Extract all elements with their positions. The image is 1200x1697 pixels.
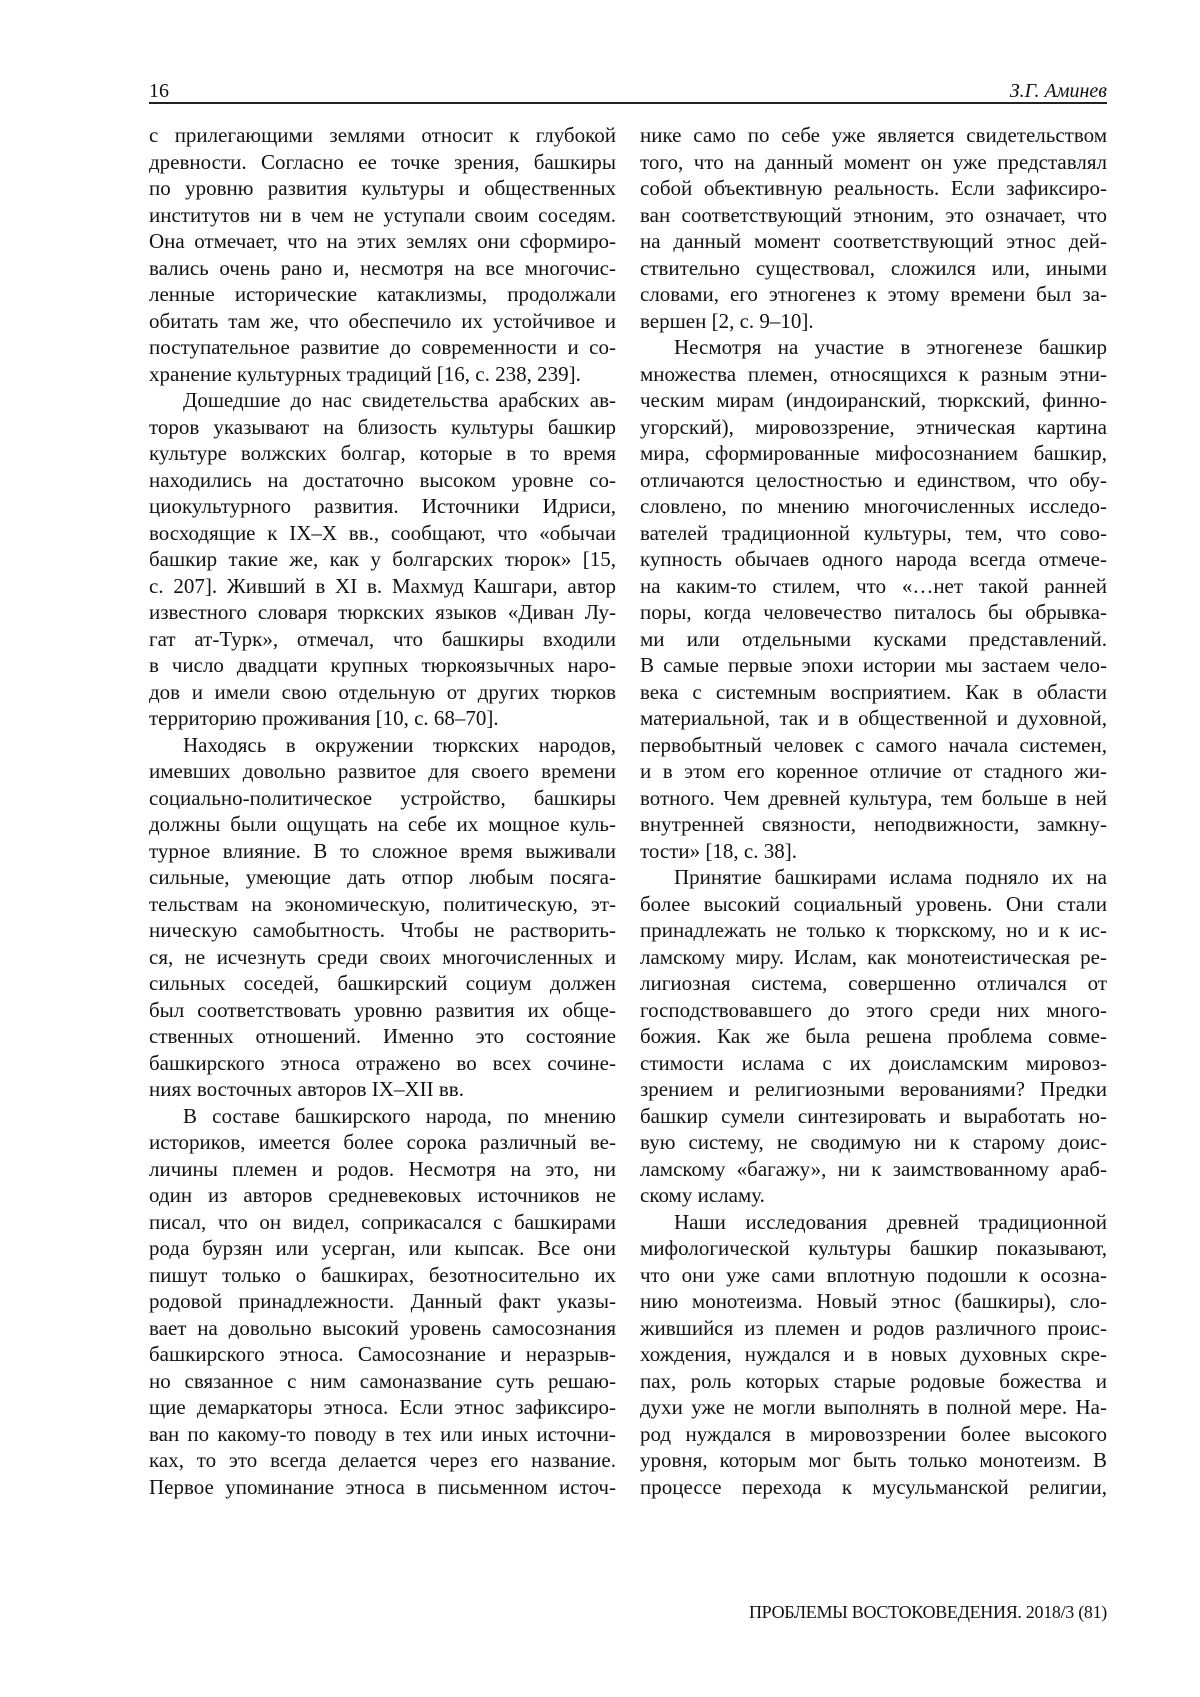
text-line: ках, то это всегда делается через его название. bbox=[149, 1448, 616, 1472]
text-line: турное влияние. В то сложное время выживали bbox=[149, 838, 616, 863]
text-line: вую систему, не сводимую ни к старому доис- bbox=[640, 1130, 1107, 1154]
text-column-right bbox=[640, 122, 1107, 1500]
paragraph bbox=[149, 122, 616, 387]
text-line: хождения, нуждался и в новых духовных скре- bbox=[640, 1342, 1107, 1366]
text-line: циокультурного развития. Источники Идриси, bbox=[149, 494, 616, 518]
text-line: словлено, по мнению многочисленных исследо- bbox=[640, 494, 1107, 518]
text-line: нию монотеизма. Новый этнос (башкиры), сло- bbox=[640, 1289, 1107, 1313]
text-line: материальной, так и в общественной и духовной, bbox=[640, 706, 1107, 730]
text-line: мифологической культуры башкир показывают, bbox=[640, 1236, 1107, 1260]
text-line: должны были ощущать на себе их мощное куль- bbox=[149, 812, 616, 836]
text-line: ленные исторические катаклизмы, продолжали bbox=[149, 282, 616, 306]
text-line: вершен [2, с. 9–10]. bbox=[640, 308, 814, 333]
text-line: множества племен, относящихся к разным этни- bbox=[640, 361, 1107, 386]
paragraph bbox=[149, 1103, 616, 1501]
journal-footer: ПРОБЛЕМЫ ВОСТОКОВЕДЕНИЯ. 2018/3 (81) bbox=[748, 1602, 1107, 1622]
text-line: вает на довольно высокий уровень самосознания bbox=[149, 1315, 616, 1340]
text-line: башкир сумели синтезировать и выработать но- bbox=[640, 1103, 1107, 1128]
text-line: Первое упоминание этноса в письменном источ- bbox=[149, 1474, 616, 1499]
text-line: поры, когда человечество питалось бы обрывка- bbox=[640, 600, 1107, 624]
text-column-left bbox=[149, 122, 616, 1500]
text-line: дов и имели свою отдельную от других тюрков bbox=[149, 679, 616, 704]
text-line: культуре волжских болгар, которые в то время bbox=[149, 441, 616, 465]
text-line: В самые первые эпохи истории мы застаем чело- bbox=[640, 653, 1107, 677]
text-line: пишут только о башкирах, безотносительно их bbox=[149, 1262, 616, 1287]
paragraph bbox=[149, 732, 616, 1103]
text-line: ламскому миру. Ислам, как монотеистическая ре- bbox=[640, 944, 1107, 969]
text-line: стимости ислама с их доисламским мировоз- bbox=[640, 1050, 1107, 1075]
text-line: территорию проживания [10, с. 68–70]. bbox=[149, 706, 499, 730]
text-line: ван по какому-то поводу в тех или иных источни- bbox=[149, 1421, 616, 1446]
text-line: жившийся из племен и родов различного проис- bbox=[640, 1315, 1107, 1340]
text-line: Наши исследования древней традиционной bbox=[674, 1209, 1107, 1234]
text-line: гат ат-Турк», отмечал, что башкиры входили bbox=[149, 626, 616, 651]
text-line: более высокий социальный уровень. Они стали bbox=[640, 891, 1107, 916]
text-line: башкирского этноса отражено во всех сочине- bbox=[149, 1050, 616, 1075]
text-line: Дошедшие до нас свидетельства арабских ав- bbox=[183, 388, 616, 412]
text-line: один из авторов средневековых источников не bbox=[149, 1183, 616, 1207]
text-line: Находясь в окружении тюркских народов, bbox=[183, 732, 616, 757]
text-line: ся, не исчезнуть среди своих многочисленных и bbox=[149, 944, 616, 969]
text-line: В составе башкирского народа, по мнению bbox=[183, 1103, 616, 1128]
paragraph bbox=[149, 387, 616, 732]
text-line: ван соответствующий этноним, это означает, что bbox=[640, 202, 1107, 227]
text-line: с. 207]. Живший в XI в. Махмуд Кашгари, автор bbox=[149, 573, 616, 598]
text-line: внутренней связности, неподвижности, замкну- bbox=[640, 812, 1107, 836]
text-line: на данный момент соответствующий этнос дей- bbox=[640, 229, 1107, 253]
text-line: купность обычаев одного народа всегда отмече- bbox=[640, 547, 1107, 571]
text-line: угорский), мировоззрение, этническая картина bbox=[640, 414, 1107, 439]
text-line: ниях восточных авторов IX–XII вв. bbox=[149, 1077, 464, 1101]
text-line: Принятие башкирами ислама подняло их на bbox=[674, 865, 1107, 889]
text-line: известного словаря тюркских языков «Диван Лу- bbox=[149, 600, 616, 624]
page-number: 16 bbox=[149, 80, 169, 102]
text-line: родовой принадлежности. Данный факт указы- bbox=[149, 1289, 616, 1313]
text-line: скому исламу. bbox=[640, 1183, 765, 1207]
header-rule bbox=[149, 102, 1107, 104]
text-line: поступательное развитие до современности и со- bbox=[149, 335, 616, 359]
text-line: находились на достаточно высоком уровне со- bbox=[149, 467, 616, 492]
text-line: божия. Как же была решена проблема совме- bbox=[640, 1024, 1107, 1048]
paragraph bbox=[640, 334, 1107, 864]
text-line: историков, имеется более сорока различный ве- bbox=[149, 1130, 616, 1154]
text-line: в число двадцати крупных тюркоязычных наро- bbox=[149, 653, 616, 677]
text-line: сильные, умеющие дать отпор любым посяга- bbox=[149, 865, 616, 889]
text-line: вателей традиционной культуры, тем, что сово- bbox=[640, 520, 1107, 545]
text-line: вотного. Чем древней культура, тем больше в ней bbox=[640, 785, 1107, 810]
text-line: с прилегающими землями относит к глубокой bbox=[149, 123, 616, 147]
text-line: лигиозная система, совершенно отличался от bbox=[640, 971, 1107, 995]
paragraph bbox=[640, 122, 1107, 334]
text-line: мира, сформированные мифосознанием башкир, bbox=[640, 441, 1107, 465]
text-line: по уровню развития культуры и общественных bbox=[149, 176, 616, 200]
text-line: древности. Согласно ее точке зрения, башкиры bbox=[149, 149, 616, 174]
text-line: и в этом его коренное отличие от стадного жи- bbox=[640, 759, 1107, 783]
text-line: имевших довольно развитое для своего времени bbox=[149, 759, 616, 783]
text-line: словами, его этногенез к этому времени был за- bbox=[640, 282, 1107, 306]
text-line: тельствам на экономическую, политическую, эт- bbox=[149, 891, 616, 916]
text-line: институтов ни в чем не уступали своим соседям. bbox=[149, 202, 616, 227]
text-line: вались очень рано и, несмотря на все многочис- bbox=[149, 255, 616, 280]
text-line: башкирского этноса. Самосознание и неразрыв- bbox=[149, 1342, 616, 1366]
text-line: был соответствовать уровню развития их обще- bbox=[149, 997, 616, 1022]
text-line: ствительно существовал, сложился или, иными bbox=[640, 255, 1107, 280]
text-line: ми или отдельными кусками представлений. bbox=[640, 626, 1107, 651]
text-line: обитать там же, что обеспечило их устойчивое и bbox=[149, 308, 616, 333]
text-line: принадлежать не только к тюркскому, но и к ис- bbox=[640, 918, 1107, 942]
text-line: на каким-то стилем, что «…нет такой ранней bbox=[640, 573, 1107, 598]
text-line: зрением и религиозными верованиями? Предки bbox=[640, 1077, 1107, 1101]
text-line: башкир такие же, как у болгарских тюрок» [15, bbox=[149, 547, 616, 571]
text-line: род нуждался в мировоззрении более высокого bbox=[640, 1421, 1107, 1446]
text-line: отличаются целостностью и единством, что обу- bbox=[640, 467, 1107, 492]
running-head-author: З.Г. Аминев bbox=[1009, 80, 1107, 102]
paragraph bbox=[640, 864, 1107, 1209]
text-line: ственных отношений. Именно это состояние bbox=[149, 1024, 616, 1048]
text-line: господствовавшего до этого среди них много- bbox=[640, 997, 1107, 1022]
text-line: уровня, которым мог быть только монотеизм. В bbox=[640, 1448, 1107, 1472]
text-line: писал, что он видел, соприкасался с башкирами bbox=[149, 1209, 616, 1234]
text-line: Она отмечает, что на этих землях они сформиро- bbox=[149, 229, 616, 253]
text-line: духи уже не могли выполнять в полной мере. На- bbox=[640, 1395, 1107, 1419]
text-line: первобытный человек с самого начала системен, bbox=[640, 732, 1107, 757]
text-line: ническую самобытность. Чтобы не растворить- bbox=[149, 918, 616, 942]
text-line: века с системным восприятием. Как в области bbox=[640, 679, 1107, 704]
text-line: собой объективную реальность. Если зафиксиро- bbox=[640, 176, 1107, 200]
text-line: нике само по себе уже является свидетельством bbox=[640, 123, 1107, 147]
text-line: ламскому «багажу», ни к заимствованному араб- bbox=[640, 1156, 1107, 1181]
text-line: процессе перехода к мусульманской религии, bbox=[640, 1474, 1107, 1499]
text-line: того, что на данный момент он уже представлял bbox=[640, 149, 1107, 174]
text-line: щие демаркаторы этноса. Если этнос зафиксиро- bbox=[149, 1395, 616, 1419]
text-line: но связанное с ним самоназвание суть решаю- bbox=[149, 1368, 616, 1393]
text-line: личины племен и родов. Несмотря на это, ни bbox=[149, 1156, 616, 1181]
text-line: торов указывают на близость культуры башкир bbox=[149, 414, 616, 439]
text-line: сильных соседей, башкирский социум должен bbox=[149, 971, 616, 995]
text-line: тости» [18, с. 38]. bbox=[640, 838, 797, 863]
text-line: рода бурзян или усерган, или кыпсак. Все они bbox=[149, 1236, 616, 1260]
text-line: Несмотря на участие в этногенезе башкир bbox=[674, 335, 1107, 359]
text-line: что они уже сами вплотную подошли к осозна- bbox=[640, 1262, 1107, 1287]
text-line: хранение культурных традиций [16, с. 238, 239]. bbox=[149, 361, 581, 386]
text-line: социально-политическое устройство, башкиры bbox=[149, 785, 616, 810]
text-line: ческим мирам (индоиранский, тюркский, финно- bbox=[640, 388, 1107, 412]
paragraph bbox=[640, 1209, 1107, 1501]
text-line: пах, роль которых старые родовые божества и bbox=[640, 1368, 1107, 1393]
text-line: восходящие к IX–X вв., сообщают, что «обычаи bbox=[149, 520, 616, 545]
